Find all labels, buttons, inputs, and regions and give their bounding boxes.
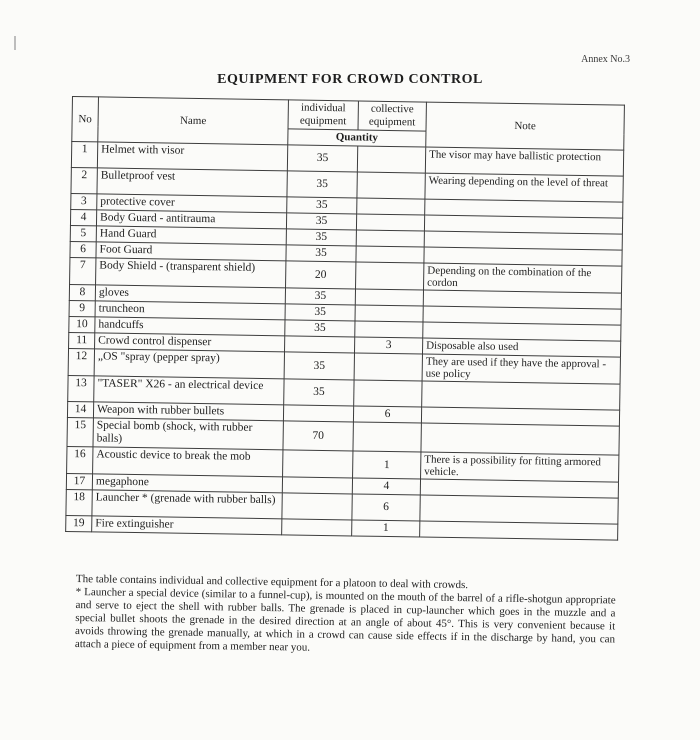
cell-individual: 35 — [285, 320, 355, 337]
cell-individual: 35 — [286, 229, 356, 246]
cell-name: gloves — [95, 285, 285, 304]
table-header-row — [72, 97, 624, 135]
cell-name: truncheon — [95, 301, 285, 320]
cell-note: Disposable also used — [422, 338, 620, 357]
cell-name: Special bomb (shock, with rubber balls) — [93, 418, 283, 450]
cell-collective — [357, 198, 425, 215]
cell-no: 1 — [71, 142, 97, 168]
cell-collective — [354, 353, 422, 381]
cell-no: 11 — [69, 332, 95, 348]
cell-no: 15 — [67, 417, 93, 446]
cell-no: 5 — [70, 225, 96, 241]
cell-no: 4 — [70, 209, 96, 225]
cell-name: protective cover — [97, 194, 287, 213]
header-note: Note — [426, 102, 625, 150]
cell-collective — [355, 289, 423, 306]
cell-name: Body Shield - (transparent shield) — [96, 258, 286, 288]
cell-collective — [356, 214, 424, 231]
header-no: No — [72, 97, 99, 142]
caption-line-1: The table contains individual and collective equipment for a platoon to deal with crowds. — [75, 573, 469, 592]
cell-individual: 70 — [283, 421, 353, 451]
cell-name: Bulletproof vest — [97, 168, 287, 197]
cell-individual: 35 — [284, 352, 354, 380]
cell-note — [422, 381, 620, 410]
cell-name: „OS "spray (pepper spray) — [94, 349, 284, 379]
document-title: EQUIPMENT FOR CROWD CONTROL — [217, 72, 483, 87]
header-individual: individual equipment — [288, 100, 358, 130]
cell-individual — [285, 336, 355, 353]
caption-line-2: * Launcher a special device (similar to a funnel-cup), is mounted on the mouth of the barrel of a rifle-shotgun appropriate and serve to eject the shell with rubber balls. The grenade is placed in cup-launcher which goes in the muzzle and a special bullet shoots the grenade in the desired direction at an angle of about 45°. This is very convenient because it avoids throwing the grenade manually, at which in a crowd can cause side effects if in the discharge by hand, you can attach a piece of equipment from a member near you. — [74, 585, 616, 654]
cell-name: Helmet with visor — [97, 142, 287, 171]
cell-no: 8 — [69, 284, 95, 300]
cell-name: megaphone — [92, 474, 282, 493]
cell-individual: 35 — [285, 288, 355, 305]
cell-individual — [282, 493, 352, 520]
header-collective: collective equipment — [358, 101, 426, 131]
cell-note — [420, 495, 618, 524]
header-name: Name — [98, 97, 289, 145]
cell-individual: 20 — [286, 261, 356, 289]
cell-individual: 35 — [286, 213, 356, 230]
cell-collective: 6 — [352, 494, 420, 521]
cell-no: 10 — [69, 316, 95, 332]
cell-name: Foot Guard — [96, 242, 286, 261]
cell-individual: 35 — [286, 245, 356, 262]
cell-no: 3 — [71, 193, 97, 209]
cell-collective: 4 — [352, 478, 420, 495]
cell-name: Crowd control dispenser — [95, 333, 285, 352]
cell-note: Wearing depending on the level of threat — [425, 173, 623, 202]
cell-name: "TASER" X26 - an electrical device — [94, 376, 284, 405]
caption-text — [75, 573, 616, 659]
cell-name: handcuffs — [95, 317, 285, 336]
cell-no: 19 — [66, 515, 92, 531]
margin-mark — [14, 36, 16, 50]
cell-collective — [355, 305, 423, 322]
cell-collective — [353, 422, 421, 452]
cell-no: 9 — [69, 300, 95, 316]
cell-no: 14 — [67, 401, 93, 417]
cell-note: There is a possibility for fitting armored vehicle. — [421, 452, 619, 482]
cell-collective: 3 — [354, 337, 422, 354]
cell-collective: 1 — [353, 451, 421, 479]
cell-name: Launcher * (grenade with rubber balls) — [92, 490, 282, 519]
cell-no: 6 — [70, 241, 96, 257]
cell-collective — [356, 262, 424, 290]
cell-note: They are used if they have the approval - use policy — [422, 354, 620, 384]
cell-individual — [282, 519, 352, 536]
cell-note — [420, 521, 618, 540]
cell-individual: 35 — [287, 145, 357, 172]
cell-collective — [357, 146, 425, 173]
cell-name: Fire extinguisher — [92, 516, 282, 535]
cell-name: Weapon with rubber bullets — [93, 402, 283, 421]
cell-no: 12 — [68, 348, 94, 375]
cell-name: Acoustic device to break the mob — [93, 447, 283, 477]
cell-individual — [283, 450, 353, 478]
cell-individual: 35 — [287, 197, 357, 214]
cell-note: Depending on the combination of the cordon — [423, 263, 621, 293]
cell-collective — [354, 380, 422, 407]
cell-no: 2 — [71, 167, 97, 193]
cell-name: Body Guard - antitrauma — [96, 210, 286, 229]
cell-no: 13 — [68, 375, 94, 401]
cell-collective — [357, 172, 425, 199]
cell-collective — [356, 230, 424, 247]
cell-no: 17 — [66, 473, 92, 489]
cell-no: 16 — [67, 446, 93, 473]
cell-note: The visor may have ballistic protection — [425, 147, 623, 176]
cell-no: 7 — [70, 257, 96, 284]
cell-individual — [282, 477, 352, 494]
cell-individual: 35 — [284, 379, 354, 406]
equipment-table-wrapper — [65, 96, 624, 541]
header-quantity: Quantity — [288, 129, 426, 147]
cell-individual — [283, 405, 353, 422]
cell-name: Hand Guard — [96, 226, 286, 245]
cell-collective: 1 — [352, 520, 420, 537]
table-body — [66, 142, 624, 541]
cell-no: 18 — [66, 489, 92, 515]
cell-collective — [355, 321, 423, 338]
cell-individual: 35 — [285, 304, 355, 321]
cell-collective — [356, 246, 424, 263]
cell-note — [421, 423, 619, 455]
equipment-table — [65, 96, 625, 541]
cell-collective: 6 — [353, 406, 421, 423]
annex-label: Annex No.3 — [581, 54, 630, 65]
cell-individual: 35 — [287, 171, 357, 198]
